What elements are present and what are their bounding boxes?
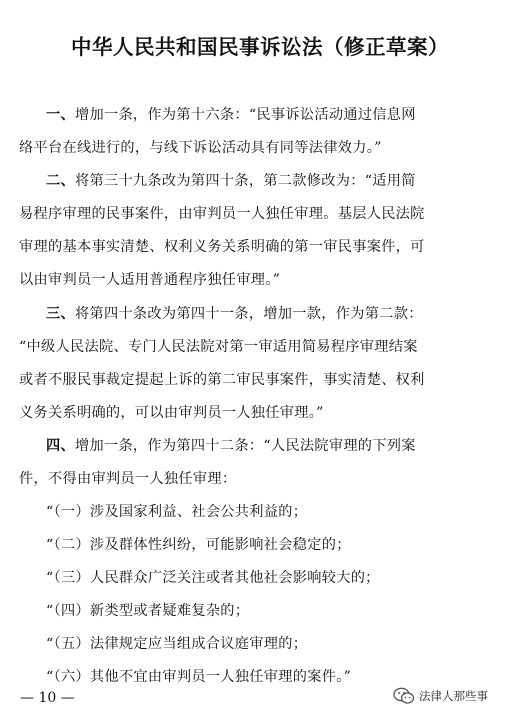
line-text: 易程序审理的民事案件，由审判员一人独任审理。基层人民法院: [19, 206, 425, 222]
line-text: 将第三十九条改为第四十条，第二款修改为：“适用简: [74, 173, 416, 189]
paragraph-line: [19, 137, 382, 157]
line-text: 义务关系明确的，可以由审判员一人独任审理。”: [19, 405, 324, 421]
wechat-icon: [393, 687, 415, 705]
line-text: 件，不得由审判员一人独任审理：: [19, 471, 237, 487]
list-item: [46, 600, 249, 620]
watermark: [393, 687, 488, 705]
line-text: 审理的基本事实清楚、权利义务关系明确的第一审民事案件，可: [19, 239, 425, 255]
paragraph-line: [19, 236, 425, 256]
line-text: 络平台在线进行的，与线下诉讼活动具有同等法律效力。”: [19, 140, 382, 156]
paragraph-line: [46, 104, 416, 124]
list-item: [46, 501, 307, 521]
line-text: 将第四十条改为第四十一条，增加一款，作为第二款：: [74, 306, 423, 322]
page-number: — 10 —: [20, 690, 75, 706]
paragraph-line: [19, 468, 236, 488]
list-item: [46, 666, 351, 686]
line-text: “（三）人民群众广泛关注或者其他社会影响较大的；: [46, 570, 380, 586]
list-item: [46, 567, 380, 587]
line-text: 增加一条，作为第十六条：“民事诉讼活动通过信息网: [74, 107, 416, 123]
line-text: “（一）涉及国家利益、社会公共利益的；: [46, 504, 308, 520]
paragraph-line: [19, 269, 280, 289]
watermark-text: 法律人那些事: [419, 689, 488, 703]
line-text: “中级人民法院、专门人民法院对第一审适用简易程序审理结案: [19, 339, 418, 355]
item-number: 四、: [46, 438, 75, 454]
paragraph-line: [19, 402, 324, 422]
paragraph-line: [46, 435, 416, 455]
line-text: “（五）法律规定应当组成合议庭审理的；: [46, 636, 308, 652]
paragraph-line: [19, 369, 425, 389]
line-text: “（二）涉及群体性纠纷，可能影响社会稳定的；: [46, 537, 351, 553]
line-text: 以由审判员一人适用普通程序独任审理。”: [19, 272, 281, 288]
paragraph-line: [19, 203, 425, 223]
list-item: [46, 633, 307, 653]
line-text: “（四）新类型或者疑难复杂的；: [46, 603, 250, 619]
item-number: 三、: [46, 306, 75, 322]
line-text: 增加一条，作为第四十二条：“人民法院审理的下列案: [74, 438, 416, 454]
list-item: [46, 534, 351, 554]
document-title: 中华人民共和国民事诉讼法（修正草案）: [71, 35, 449, 59]
item-number: 二、: [46, 173, 75, 189]
paragraph-line: [46, 170, 416, 190]
item-number: 一、: [46, 107, 75, 123]
paragraph-line: [19, 336, 418, 356]
paragraph-line: [46, 303, 423, 323]
line-text: 或者不服民事裁定提起上诉的第二审民事案件，事实清楚、权利: [19, 372, 425, 388]
line-text: “（六）其他不宜由审判员一人独任审理的案件。”: [46, 669, 352, 685]
